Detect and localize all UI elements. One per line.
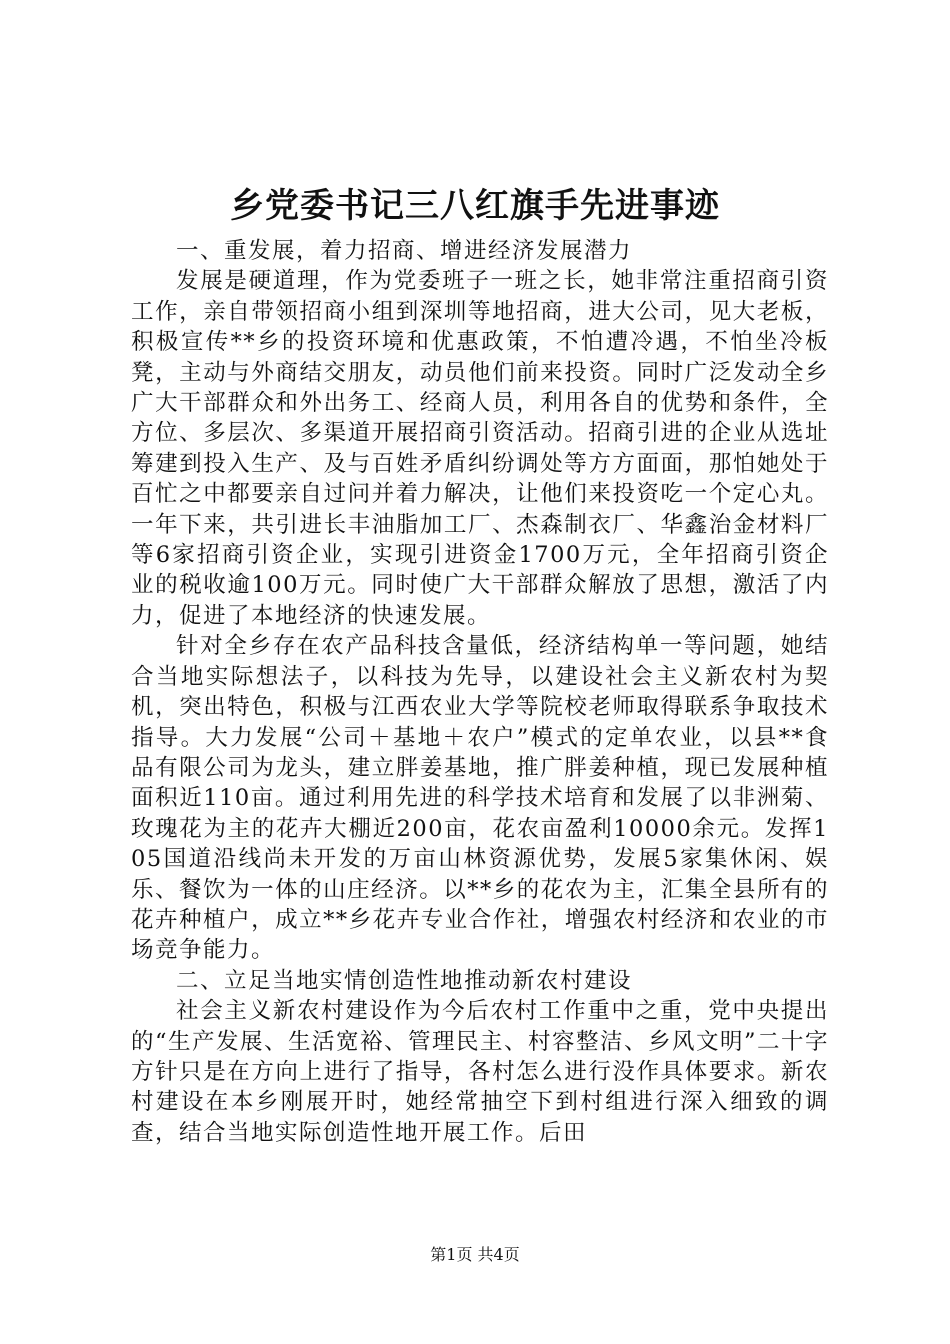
document-title: 乡党委书记三八红旗手先进事迹 (230, 186, 720, 226)
document-body (131, 236, 829, 1148)
section-heading-2: 二、立足当地实情创造性地推动新农村建设 (176, 967, 633, 994)
section-heading-1: 一、重发展，着力招商、增进经济发展潜力 (176, 238, 633, 264)
body-paragraph: 发展是硬道理，作为党委班子一班之长，她非常注重招商引资工作，亲自带领招商小组到深圳等地招商，进大公司，见大老板，积极宣传**乡的投资环境和优惠政策，不怕遭冷遇，不怕坐冷板凳，主动与外商结交朋友，动员他们前来投资。同时广泛发动全乡广大干部群众和外出务工、经商人员，利用各自的优势和条件，全方位、多层次、多渠道开展招商引资活动。招商引进的企业从选址筹建到投入生产、及与百姓矛盾纠纷调处等方方面面，那怕她处于百忙之中都要亲自过问并着力解决，让他们来投资吃一个定心丸。一年下来，共引进长丰油脂加工厂、杰森制衣厂、华鑫治金材料厂等6家招商引资企业，实现引进资金1700万元，全年招商引资企业的税收逾100万元。同时使广大干部群众解放了思想，激活了内力，促进了本地经济的快速发展。 (131, 268, 829, 629)
page-footer: 第1页 共4页 (430, 1245, 520, 1264)
body-paragraph: 针对全乡存在农产品科技含量低，经济结构单一等问题，她结合当地实际想法子，以科技为先导，以建设社会主义新农村为契机，突出特色，积极与江西农业大学等院校老师取得联系争取技术指导。大力发展“公司＋基地＋农户”模式的定单农业，以县**食品有限公司为龙头，建立胖姜基地，推广胖姜种植，现已发展种植面积近110亩。通过利用先进的科学技术培育和发展了以非洲菊、玫瑰花为主的花卉大棚近200亩，花农亩盈利10000余元。发挥105国道沿线尚未开发的万亩山林资源优势，发展5家集休闲、娱乐、餐饮为一体的山庄经济。以**乡的花农为主，汇集全县所有的花卉种植户，成立**乡花卉专业合作社，增强农村经济和农业的市场竞争能力。 (131, 633, 829, 964)
body-paragraph: 社会主义新农村建设作为今后农村工作重中之重，党中央提出的“生产发展、生活宽裕、管理民主、村容整洁、乡风文明”二十字方针只是在方向上进行了指导，各村怎么进行没作具体要求。新农村建设在本乡刚展开时，她经常抽空下到村组进行深入细致的调查，结合当地实际创造性地开展工作。后田 (131, 998, 830, 1146)
